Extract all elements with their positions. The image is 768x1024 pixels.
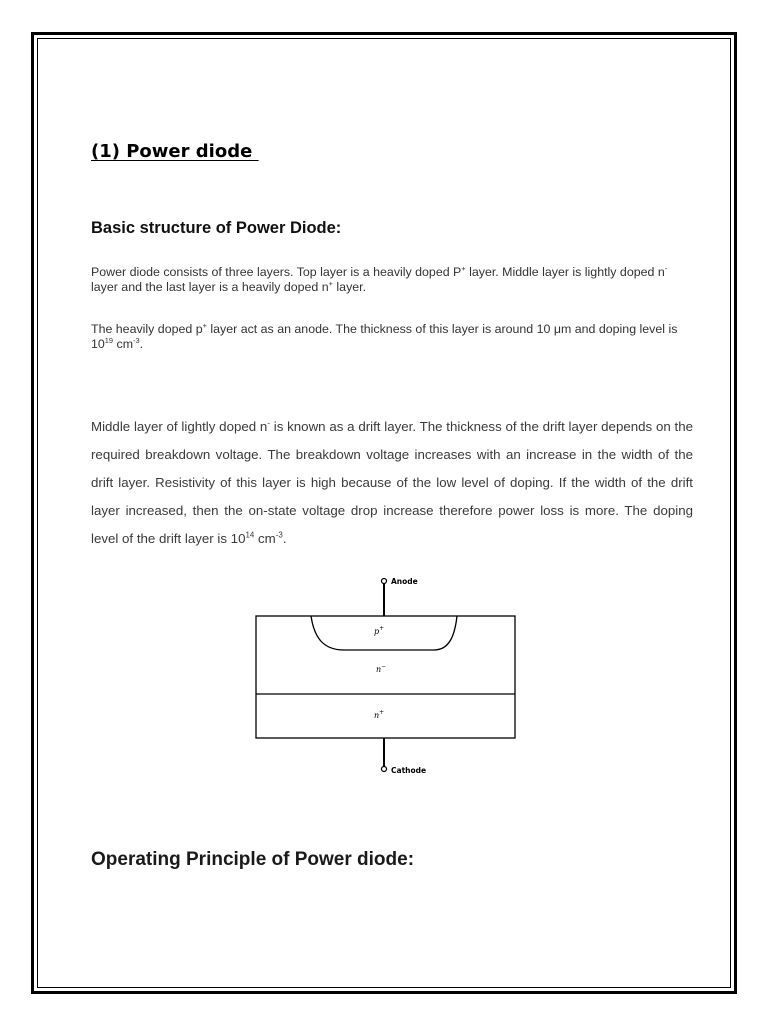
power-diode-structure-diagram bbox=[250, 572, 522, 784]
anode-terminal bbox=[382, 579, 387, 584]
n-plus-label: n+ bbox=[374, 709, 385, 720]
p-plus-well bbox=[311, 616, 457, 650]
cathode-terminal bbox=[382, 767, 387, 772]
n-minus-label: n− bbox=[376, 663, 387, 674]
structure-heading: Basic structure of Power Diode: bbox=[91, 219, 342, 237]
section-title: (1) Power diode bbox=[91, 141, 259, 162]
device-outline bbox=[256, 616, 515, 738]
anode-label: Anode bbox=[391, 577, 418, 586]
paragraph-layers: Power diode consists of three layers. Top layer is a heavily doped P+ layer. Middle layer is lightly doped n- layer and the last layer is a heavily doped n+ layer. bbox=[91, 263, 668, 294]
cathode-label: Cathode bbox=[391, 766, 427, 775]
p-plus-label: p+ bbox=[374, 625, 385, 636]
paragraph-drift-layer: Middle layer of lightly doped n- is known as a drift layer. The thickness of the drift layer depends on the required breakdown voltage. The breakdown voltage increases with an increase in the width of the drift layer. Resistivity of this layer is high because of the low level of doping. If the width of the drift layer increased, then the on-state voltage drop increase therefore power loss is more. The doping level of the drift layer is $10^{14}$ $cm^{-3}$. bbox=[91, 418, 693, 546]
paragraph-anode: The heavily doped p+ layer act as an anode. The thickness of this layer is around 10 μm and doping level is $10^{19}$ $cm^{-3}$. bbox=[91, 320, 678, 351]
operating-principle-heading: Operating Principle of Power diode: bbox=[91, 849, 415, 870]
